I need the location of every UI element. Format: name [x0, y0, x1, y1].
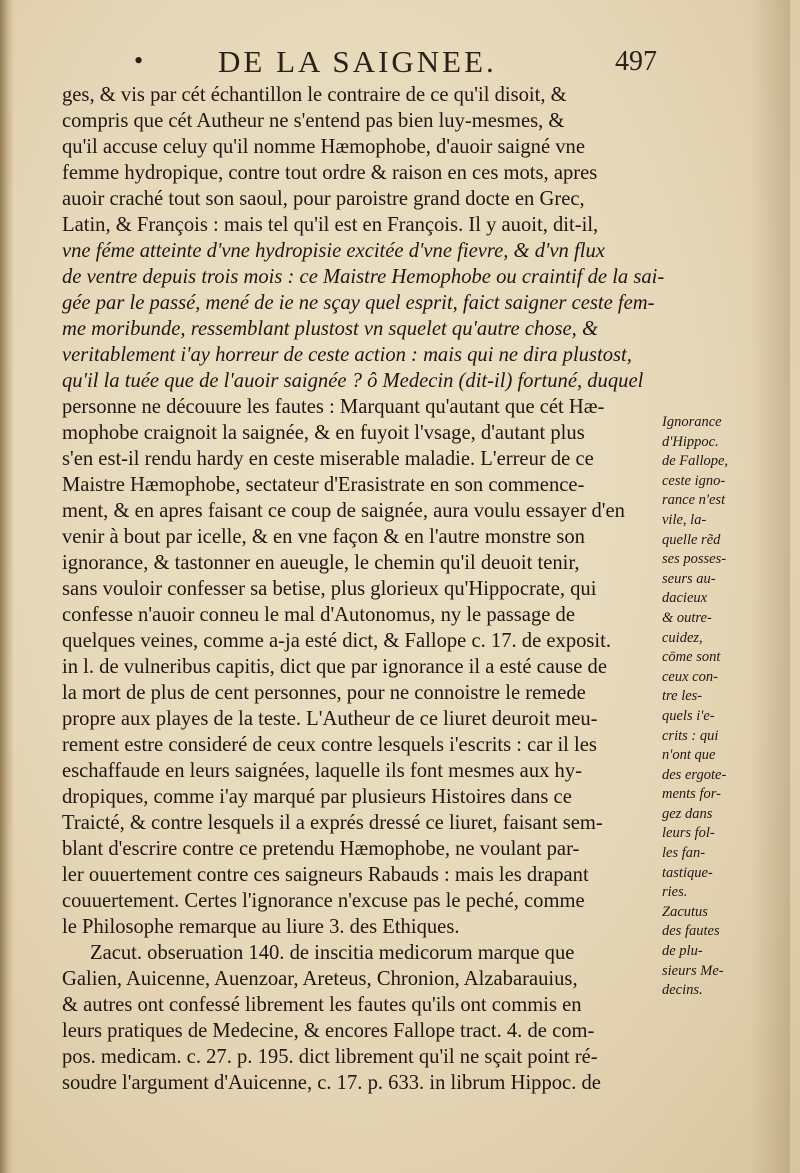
quoted-text-line: me moribunde, ressemblant plustost vn squelet qu'autre chose, & — [62, 318, 598, 340]
text-line: Galien, Auicenne, Auenzoar, Areteus, Chronion, Alzabarauius, — [62, 968, 578, 990]
text-line: ment, & en apres faisant ce coup de saignée, aura voulu essayer d'en — [62, 500, 625, 522]
text-line: pos. medicam. c. 27. p. 195. dict librement qu'il ne sçait point ré- — [62, 1046, 598, 1068]
margin-note-line: ses posses- — [662, 551, 727, 568]
page-header — [0, 42, 800, 86]
text-line: Maistre Hæmophobe, sectateur d'Erasistrate en son commence- — [62, 474, 585, 496]
margin-note-line: crits : qui — [662, 727, 719, 744]
margin-note-line: sieurs Me- — [662, 962, 724, 979]
text-line: in l. de vulneribus capitis, dict que par ignorance il a esté cause de — [62, 656, 607, 678]
text-line: s'en est-il rendu hardy en ceste miserable maladie. L'erreur de ce — [62, 448, 594, 470]
margin-note-line: & outre- — [662, 609, 712, 626]
text-line: mophobe craignoit la saignée, & en fuyoit l'vsage, d'autant plus — [62, 422, 585, 444]
quoted-text-line: qu'il la tuée que de l'auoir saignée ? ô Medecin (dit-il) fortuné, duquel — [62, 370, 644, 392]
margin-note-line: cōme sont — [662, 649, 721, 666]
margin-note-line: dacieux — [662, 590, 708, 607]
margin-note-line: seurs au- — [662, 570, 716, 587]
text-line: soudre l'argument d'Auicenne, c. 17. p. 633. in librum Hippoc. de — [62, 1072, 601, 1094]
text-line: auoir craché tout son saoul, pour paroistre grand docte en Grec, — [62, 188, 585, 210]
margin-note-line: ceste igno- — [662, 472, 726, 489]
text-line: femme hydropique, contre tout ordre & raison en ces mots, apres — [62, 162, 598, 184]
text-line: ignorance, & tastonner en aueugle, le chemin qu'il deuoit tenir, — [62, 552, 580, 574]
margin-note-line: quelle rẽd — [662, 531, 721, 548]
text-line: venir à bout par icelle, & en vne façon & en l'autre monstre son — [62, 526, 585, 548]
text-line: Zacut. obseruation 140. de inscitia medicorum marque que — [90, 942, 575, 964]
text-line: personne ne découure les fautes : Marquant qu'autant que cét Hæ- — [62, 396, 605, 418]
page-gutter-shadow — [0, 0, 14, 1173]
margin-note-line: tastique- — [662, 864, 713, 881]
margin-note-line: leurs fol- — [662, 825, 715, 842]
margin-note-line: les fan- — [662, 845, 706, 862]
text-line: Latin, & François : mais tel qu'il est en François. Il y auoit, dit-il, — [62, 214, 599, 236]
margin-note-line: cuidez, — [662, 629, 703, 646]
running-title: DE LA SAIGNEE. — [218, 44, 497, 79]
text-line: ler ouuertement contre ces saigneurs Rabauds : mais les drapant — [62, 864, 589, 886]
margin-note-line: de Fallope, — [662, 453, 729, 470]
text-line: rement estre consideré de ceux contre lesquels i'escrits : car il les — [62, 734, 597, 756]
text-line: dropiques, comme i'ay marqué par plusieurs Histoires dans ce — [62, 786, 572, 808]
text-line: sans vouloir confesser sa betise, plus glorieux qu'Hippocrate, qui — [62, 578, 597, 600]
margin-note-line: des ergote- — [662, 766, 727, 783]
margin-note-line: de plu- — [662, 943, 703, 960]
body-text — [62, 82, 665, 1096]
text-line: blant d'escrire contre ce pretendu Hæmophobe, ne voulant par- — [62, 838, 580, 860]
margin-note-line: quels i'e- — [662, 707, 715, 724]
page-number: 497 — [615, 46, 657, 77]
text-line: quelques veines, comme a-ja esté dict, & Fallope c. 17. de exposit. — [62, 630, 612, 652]
margin-note-line: ries. — [662, 884, 688, 901]
margin-note-line: gez dans — [662, 805, 713, 822]
margin-note-line: Zacutus — [662, 903, 708, 920]
margin-note-line: tre les- — [662, 688, 703, 705]
text-line: & autres ont confessé librement les fautes qu'ils ont commis en — [62, 994, 582, 1016]
text-line: la mort de plus de cent personnes, pour ne connoistre le remede — [62, 682, 586, 704]
margin-note-line: vile, la- — [662, 511, 707, 528]
text-line: Traicté, & contre lesquels il a exprés dressé ce liuret, faisant sem- — [62, 812, 603, 834]
quoted-text-line: veritablement i'ay horreur de ceste action : mais qui ne dira plustost, — [62, 344, 632, 366]
text-line: ges, & vis par cét échantillon le contraire de ce qu'il disoit, & — [62, 84, 567, 106]
quoted-text-line: vne féme atteinte d'vne hydropisie excitée d'vne fievre, & d'vn flux — [62, 240, 605, 262]
text-line: confesse n'auoir conneu le mal d'Autonomus, ny le passage de — [62, 604, 575, 626]
quoted-text-line: gée par le passé, mené de ie ne sçay quel esprit, faict saigner ceste fem- — [62, 292, 655, 314]
margin-note-line: ceux con- — [662, 668, 718, 685]
margin-note-line: d'Hippoc. — [662, 433, 719, 450]
header-ornament: • — [134, 46, 144, 75]
text-line: leurs pratiques de Medecine, & encores Fallope tract. 4. de com- — [62, 1020, 595, 1042]
margin-note-line: des fautes — [662, 923, 720, 940]
text-line: propre aux playes de la teste. L'Autheur de ce liuret deuroit meu- — [62, 708, 598, 730]
text-line: compris que cét Autheur ne s'entend pas bien luy-mesmes, & — [62, 110, 565, 132]
text-line: couuertement. Certes l'ignorance n'excuse pas le peché, comme — [62, 890, 585, 912]
margin-note-line: rance n'est — [662, 492, 726, 509]
quoted-text-line: de ventre depuis trois mois : ce Maistre Hemophobe ou craintif de la sai- — [62, 266, 665, 288]
margin-notes — [662, 413, 780, 1001]
margin-note-line: ments for- — [662, 786, 721, 803]
margin-note-line: n'ont que — [662, 747, 716, 764]
text-line: eschaffaude en leurs saignées, laquelle ils font mesmes aux hy- — [62, 760, 583, 782]
margin-note-line: decins. — [662, 982, 703, 999]
text-line: qu'il accuse celuy qu'il nomme Hæmophobe, d'auoir saigné vne — [62, 136, 585, 158]
margin-note-line: Ignorance — [662, 414, 722, 430]
text-line: le Philosophe remarque au liure 3. des Ethiques. — [62, 916, 460, 938]
